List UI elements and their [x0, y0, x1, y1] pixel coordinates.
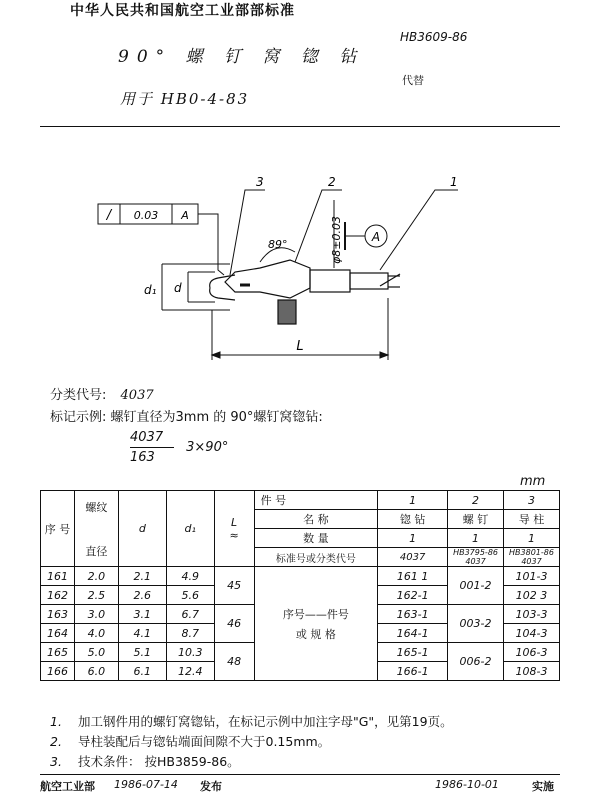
row-d1: 6.7	[166, 605, 214, 624]
datum-label: A	[371, 230, 381, 244]
part-3-no: 3	[504, 491, 560, 510]
row-dia: 2.5	[74, 586, 118, 605]
row-d1: 8.7	[166, 624, 214, 643]
row-screw: 003-2	[448, 605, 504, 643]
note-text: 技术条件： 按HB3859-86。	[78, 754, 240, 769]
unit-label: mm	[520, 474, 546, 489]
standard-number: HB3609-86	[400, 30, 468, 44]
header-part-no: 件 号	[254, 491, 378, 510]
or-spec-label: 或 规 格	[295, 627, 336, 641]
row-d1: 12.4	[166, 662, 214, 681]
header-seq: 序 号	[41, 491, 75, 567]
dim-d1-label: d₁	[144, 283, 157, 297]
row-d: 6.1	[118, 662, 166, 681]
header-screw-dia-bottom: 直径	[85, 544, 108, 558]
class-code-label: 分类代号:	[50, 388, 107, 403]
marking-denominator: 163	[130, 450, 155, 465]
row-screw: 006-2	[448, 643, 504, 681]
note-text: 导柱装配后与锪钻端面间隙不大于0.15mm。	[78, 734, 331, 749]
header-name: 名 称	[254, 510, 378, 529]
row-d: 2.6	[118, 586, 166, 605]
row-seq: 166	[41, 662, 75, 681]
row-part1: 161 1	[378, 567, 448, 586]
row-d: 2.1	[118, 567, 166, 586]
header-d: d	[118, 491, 166, 567]
notes-list	[50, 712, 453, 772]
row-part1: 163-1	[378, 605, 448, 624]
example-text: 螺钉直径为3mm 的 90°螺钉窝锪钻:	[110, 410, 323, 425]
footer-effective-date: 1986-10-01	[435, 778, 499, 791]
tolerance-datum: A	[181, 209, 189, 222]
part-1-std: 4037	[378, 548, 448, 567]
part-2-name: 螺 钉	[448, 510, 504, 529]
example-label: 标记示例:	[50, 410, 107, 425]
footer-effective-label: 实施	[532, 780, 554, 793]
row-seq: 165	[41, 643, 75, 662]
row-d1: 5.6	[166, 586, 214, 605]
marking-spec: 3×90°	[186, 440, 229, 455]
header-L	[214, 491, 254, 567]
used-for-line: 用于 HB0-4-83	[120, 90, 250, 108]
row-d: 4.1	[118, 624, 166, 643]
tool-body	[210, 260, 400, 324]
class-code-value: 4037	[120, 388, 154, 403]
part-3-qty: 1	[504, 529, 560, 548]
part-2-no: 2	[448, 491, 504, 510]
tolerance-symbol: /	[106, 208, 112, 223]
part-3-std: HB3801-86 4037	[504, 548, 560, 567]
header-screw-dia	[74, 491, 118, 567]
row-L: 46	[214, 605, 254, 643]
row-d1: 4.9	[166, 567, 214, 586]
row-part3: 102 3	[504, 586, 560, 605]
table-row	[41, 567, 560, 586]
row-L: 48	[214, 643, 254, 681]
header-L-label: L	[231, 515, 238, 529]
callout-2: 2	[328, 175, 336, 189]
row-dia: 3.0	[74, 605, 118, 624]
part-3-name: 导 柱	[504, 510, 560, 529]
dim-L-label: L	[296, 339, 304, 354]
note-text: 加工钢件用的螺钉窝锪钻，在标记示例中加注字母"G"，见第19页。	[78, 714, 453, 729]
row-part1: 164-1	[378, 624, 448, 643]
row-dia: 6.0	[74, 662, 118, 681]
angle-label: 89°	[268, 238, 288, 251]
row-dia: 4.0	[74, 624, 118, 643]
document-title: 90° 螺 钉 窝 锪 钻	[118, 47, 365, 67]
part-1-name: 锪 钻	[378, 510, 448, 529]
part-1-qty: 1	[378, 529, 448, 548]
note-number: 3.	[50, 754, 62, 769]
note-item	[50, 712, 453, 732]
callout-3: 3	[256, 175, 264, 189]
footer-publish-label: 发布	[200, 780, 222, 793]
row-d1: 10.3	[166, 643, 214, 662]
note-number: 1.	[50, 714, 62, 729]
row-part1: 162-1	[378, 586, 448, 605]
row-part3: 104-3	[504, 624, 560, 643]
row-part3: 103-3	[504, 605, 560, 624]
table-header-row	[41, 491, 560, 510]
header-std-code: 标准号或分类代号	[254, 548, 378, 567]
row-dia: 5.0	[74, 643, 118, 662]
class-code-line	[50, 384, 154, 403]
row-part1: 166-1	[378, 662, 448, 681]
fraction-bar	[130, 447, 174, 448]
tolerance-value: 0.03	[133, 209, 159, 222]
issuing-organization: 中华人民共和国航空工业部部标准	[70, 3, 295, 19]
header-approx: ≈	[229, 528, 239, 542]
part-2-qty: 1	[448, 529, 504, 548]
row-d: 5.1	[118, 643, 166, 662]
row-seq: 163	[41, 605, 75, 624]
row-L: 45	[214, 567, 254, 605]
marking-numerator: 4037	[130, 430, 164, 445]
header-d1: d₁	[166, 491, 214, 567]
diameter-label: φ8±0.03	[330, 216, 343, 264]
footer-publisher: 航空工业部	[40, 780, 95, 793]
footer-divider	[40, 774, 560, 775]
callout-1: 1	[450, 175, 458, 189]
row-part3: 108-3	[504, 662, 560, 681]
marking-example	[130, 430, 228, 465]
replaces-label: 代替	[402, 74, 424, 87]
note-item	[50, 752, 453, 772]
note-item	[50, 732, 453, 752]
part-1-no: 1	[378, 491, 448, 510]
header-screw-dia-top: 螺纹	[85, 500, 108, 514]
row-d: 3.1	[118, 605, 166, 624]
row-seq: 162	[41, 586, 75, 605]
row-seq: 164	[41, 624, 75, 643]
countersink-drawing	[90, 160, 510, 375]
part-2-std: HB3795-86 4037	[448, 548, 504, 567]
row-screw: 001-2	[448, 567, 504, 605]
row-part1: 165-1	[378, 643, 448, 662]
note-number: 2.	[50, 734, 62, 749]
row-dia: 2.0	[74, 567, 118, 586]
example-line	[50, 406, 323, 425]
row-part3: 101-3	[504, 567, 560, 586]
row-seq: 161	[41, 567, 75, 586]
header-quantity: 数 量	[254, 529, 378, 548]
row-part3: 106-3	[504, 643, 560, 662]
footer-publish-date: 1986-07-14	[114, 778, 178, 791]
header-divider	[40, 126, 560, 127]
seq-part-spec-label: 序号——件号	[282, 607, 349, 621]
spec-table	[40, 490, 560, 681]
dim-d-label: d	[174, 281, 182, 295]
header-seq-part-spec	[254, 567, 378, 681]
